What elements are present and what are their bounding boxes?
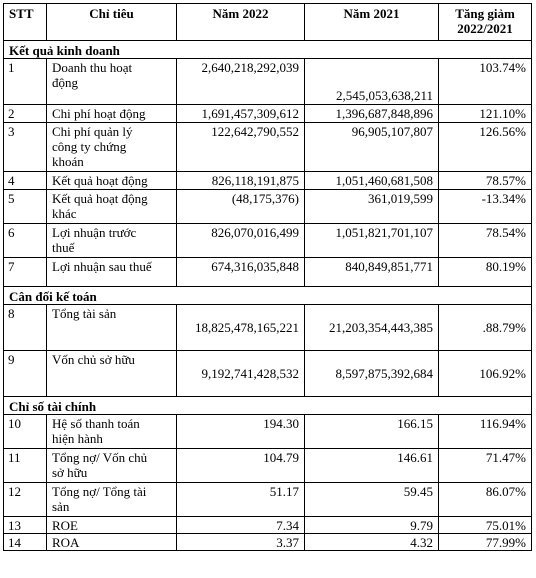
row-indicator: Vốn chủ sở hữu [47,351,177,397]
row-stt: 13 [4,517,47,534]
section-title-ratios: Chỉ số tài chính [4,397,532,415]
financial-summary-table [3,3,532,551]
row-value-2022: 122,642,790,552 [177,123,305,172]
header-indicator: Chỉ tiêu [47,4,177,41]
row-value-2022: 826,070,016,499 [177,224,305,258]
table-row [4,258,532,287]
table-row [4,305,532,351]
row-indicator [47,415,177,449]
row-change: 71.47% [439,449,532,483]
row-stt: 8 [4,305,47,351]
row-stt: 6 [4,224,47,258]
row-value-2022: 7.34 [177,517,305,534]
row-value-2022: 9,192,741,428,532 [177,351,305,397]
row-value-2022: 194.30 [177,415,305,449]
row-indicator: ROA [47,534,177,551]
row-indicator-line1: Chi phí quản lý [52,124,133,139]
table-row [4,224,532,258]
row-change: 121.10% [439,105,532,123]
header-row [4,4,532,41]
row-indicator: Chi phí hoạt động [47,105,177,123]
row-value-2021: 1,051,821,701,107 [305,224,439,258]
row-stt: 5 [4,190,47,224]
row-change: 80.19% [439,258,532,287]
row-value-2022: 826,118,191,875 [177,172,305,190]
row-indicator-line1: Tổng nợ/ Tổng tài [52,484,147,499]
table-row [4,351,532,397]
row-value-2021: 2,545,053,638,211 [305,59,439,105]
row-indicator-line1: Kết quả hoạt động [52,191,148,206]
row-change: -13.34% [439,190,532,224]
section-row-ratios [4,397,532,415]
table-row [4,534,532,551]
row-indicator-line1: Doanh thu hoạt [52,60,133,75]
row-stt: 3 [4,123,47,172]
row-stt: 14 [4,534,47,551]
table-row [4,517,532,534]
row-value-2022: 51.17 [177,483,305,517]
row-indicator-line1: Lợi nhuận trước [52,225,137,240]
row-value-2021: 146.61 [305,449,439,483]
row-stt: 11 [4,449,47,483]
header-year-2021: Năm 2021 [305,4,439,41]
row-value-2022: 674,316,035,848 [177,258,305,287]
header-year-2022: Năm 2022 [177,4,305,41]
row-change: 126.56% [439,123,532,172]
row-value-2022: (48,175,376) [177,190,305,224]
row-indicator-line2: hiện hành [52,431,103,446]
row-indicator [47,123,177,172]
row-stt: 2 [4,105,47,123]
row-value-2021: 59.45 [305,483,439,517]
header-change-line1: Tăng giảm [455,6,515,21]
row-change: 75.01% [439,517,532,534]
row-indicator-line1: Hệ số thanh toán [52,416,140,431]
row-indicator [47,224,177,258]
row-value-2021: 1,396,687,848,896 [305,105,439,123]
row-indicator-line2: sản [52,499,70,514]
table-row [4,415,532,449]
row-indicator: Kết quả hoạt động [47,172,177,190]
row-change: 78.57% [439,172,532,190]
table-row [4,172,532,190]
table-row [4,123,532,172]
row-stt: 12 [4,483,47,517]
row-indicator-line2: sở hữu [52,465,88,480]
row-indicator: Lợi nhuận sau thuế [47,258,177,287]
header-change-line2: 2022/2021 [457,21,513,36]
row-value-2022: 2,640,218,292,039 [177,59,305,105]
row-value-2021: 166.15 [305,415,439,449]
row-value-2021: 8,597,875,392,684 [305,351,439,397]
header-stt: STT [4,4,47,41]
row-value-2021: 4.32 [305,534,439,551]
row-value-2022: 1,691,457,309,612 [177,105,305,123]
table-row [4,59,532,105]
row-indicator-line2: khác [52,206,77,221]
row-value-2021: 1,051,460,681,508 [305,172,439,190]
table-row [4,449,532,483]
section-row-business [4,41,532,59]
row-stt: 9 [4,351,47,397]
row-indicator-line2: công ty chứng [52,139,127,154]
row-value-2021: 96,905,107,807 [305,123,439,172]
table-row [4,190,532,224]
row-change: 86.07% [439,483,532,517]
row-value-2022: 104.79 [177,449,305,483]
financial-table-container [3,3,532,551]
table-row [4,483,532,517]
row-indicator [47,190,177,224]
section-title-business: Kết quả kinh doanh [4,41,532,59]
row-stt: 10 [4,415,47,449]
section-title-balance: Cân đối kế toán [4,287,532,305]
row-change: 106.92% [439,351,532,397]
row-change: 77.99% [439,534,532,551]
row-indicator-line3: khoán [52,154,84,169]
row-indicator-line2: thuế [52,240,75,255]
row-indicator: ROE [47,517,177,534]
section-row-balance [4,287,532,305]
row-stt: 4 [4,172,47,190]
row-value-2021: 21,203,354,443,385 [305,305,439,351]
row-value-2021: 9.79 [305,517,439,534]
header-change [439,4,532,41]
row-indicator-line1: Tổng nợ/ Vốn chủ [52,450,148,465]
table-row [4,105,532,123]
row-value-2022: 18,825,478,165,221 [177,305,305,351]
row-indicator: Tổng tài sản [47,305,177,351]
row-change: .88.79% [439,305,532,351]
row-stt: 7 [4,258,47,287]
row-stt: 1 [4,59,47,105]
row-change: 103.74% [439,59,532,105]
row-change: 116.94% [439,415,532,449]
row-indicator [47,483,177,517]
row-value-2021: 361,019,599 [305,190,439,224]
row-indicator-line2: động [52,75,78,90]
row-value-2021: 840,849,851,771 [305,258,439,287]
row-indicator [47,59,177,105]
row-indicator [47,449,177,483]
row-value-2022: 3.37 [177,534,305,551]
row-change: 78.54% [439,224,532,258]
